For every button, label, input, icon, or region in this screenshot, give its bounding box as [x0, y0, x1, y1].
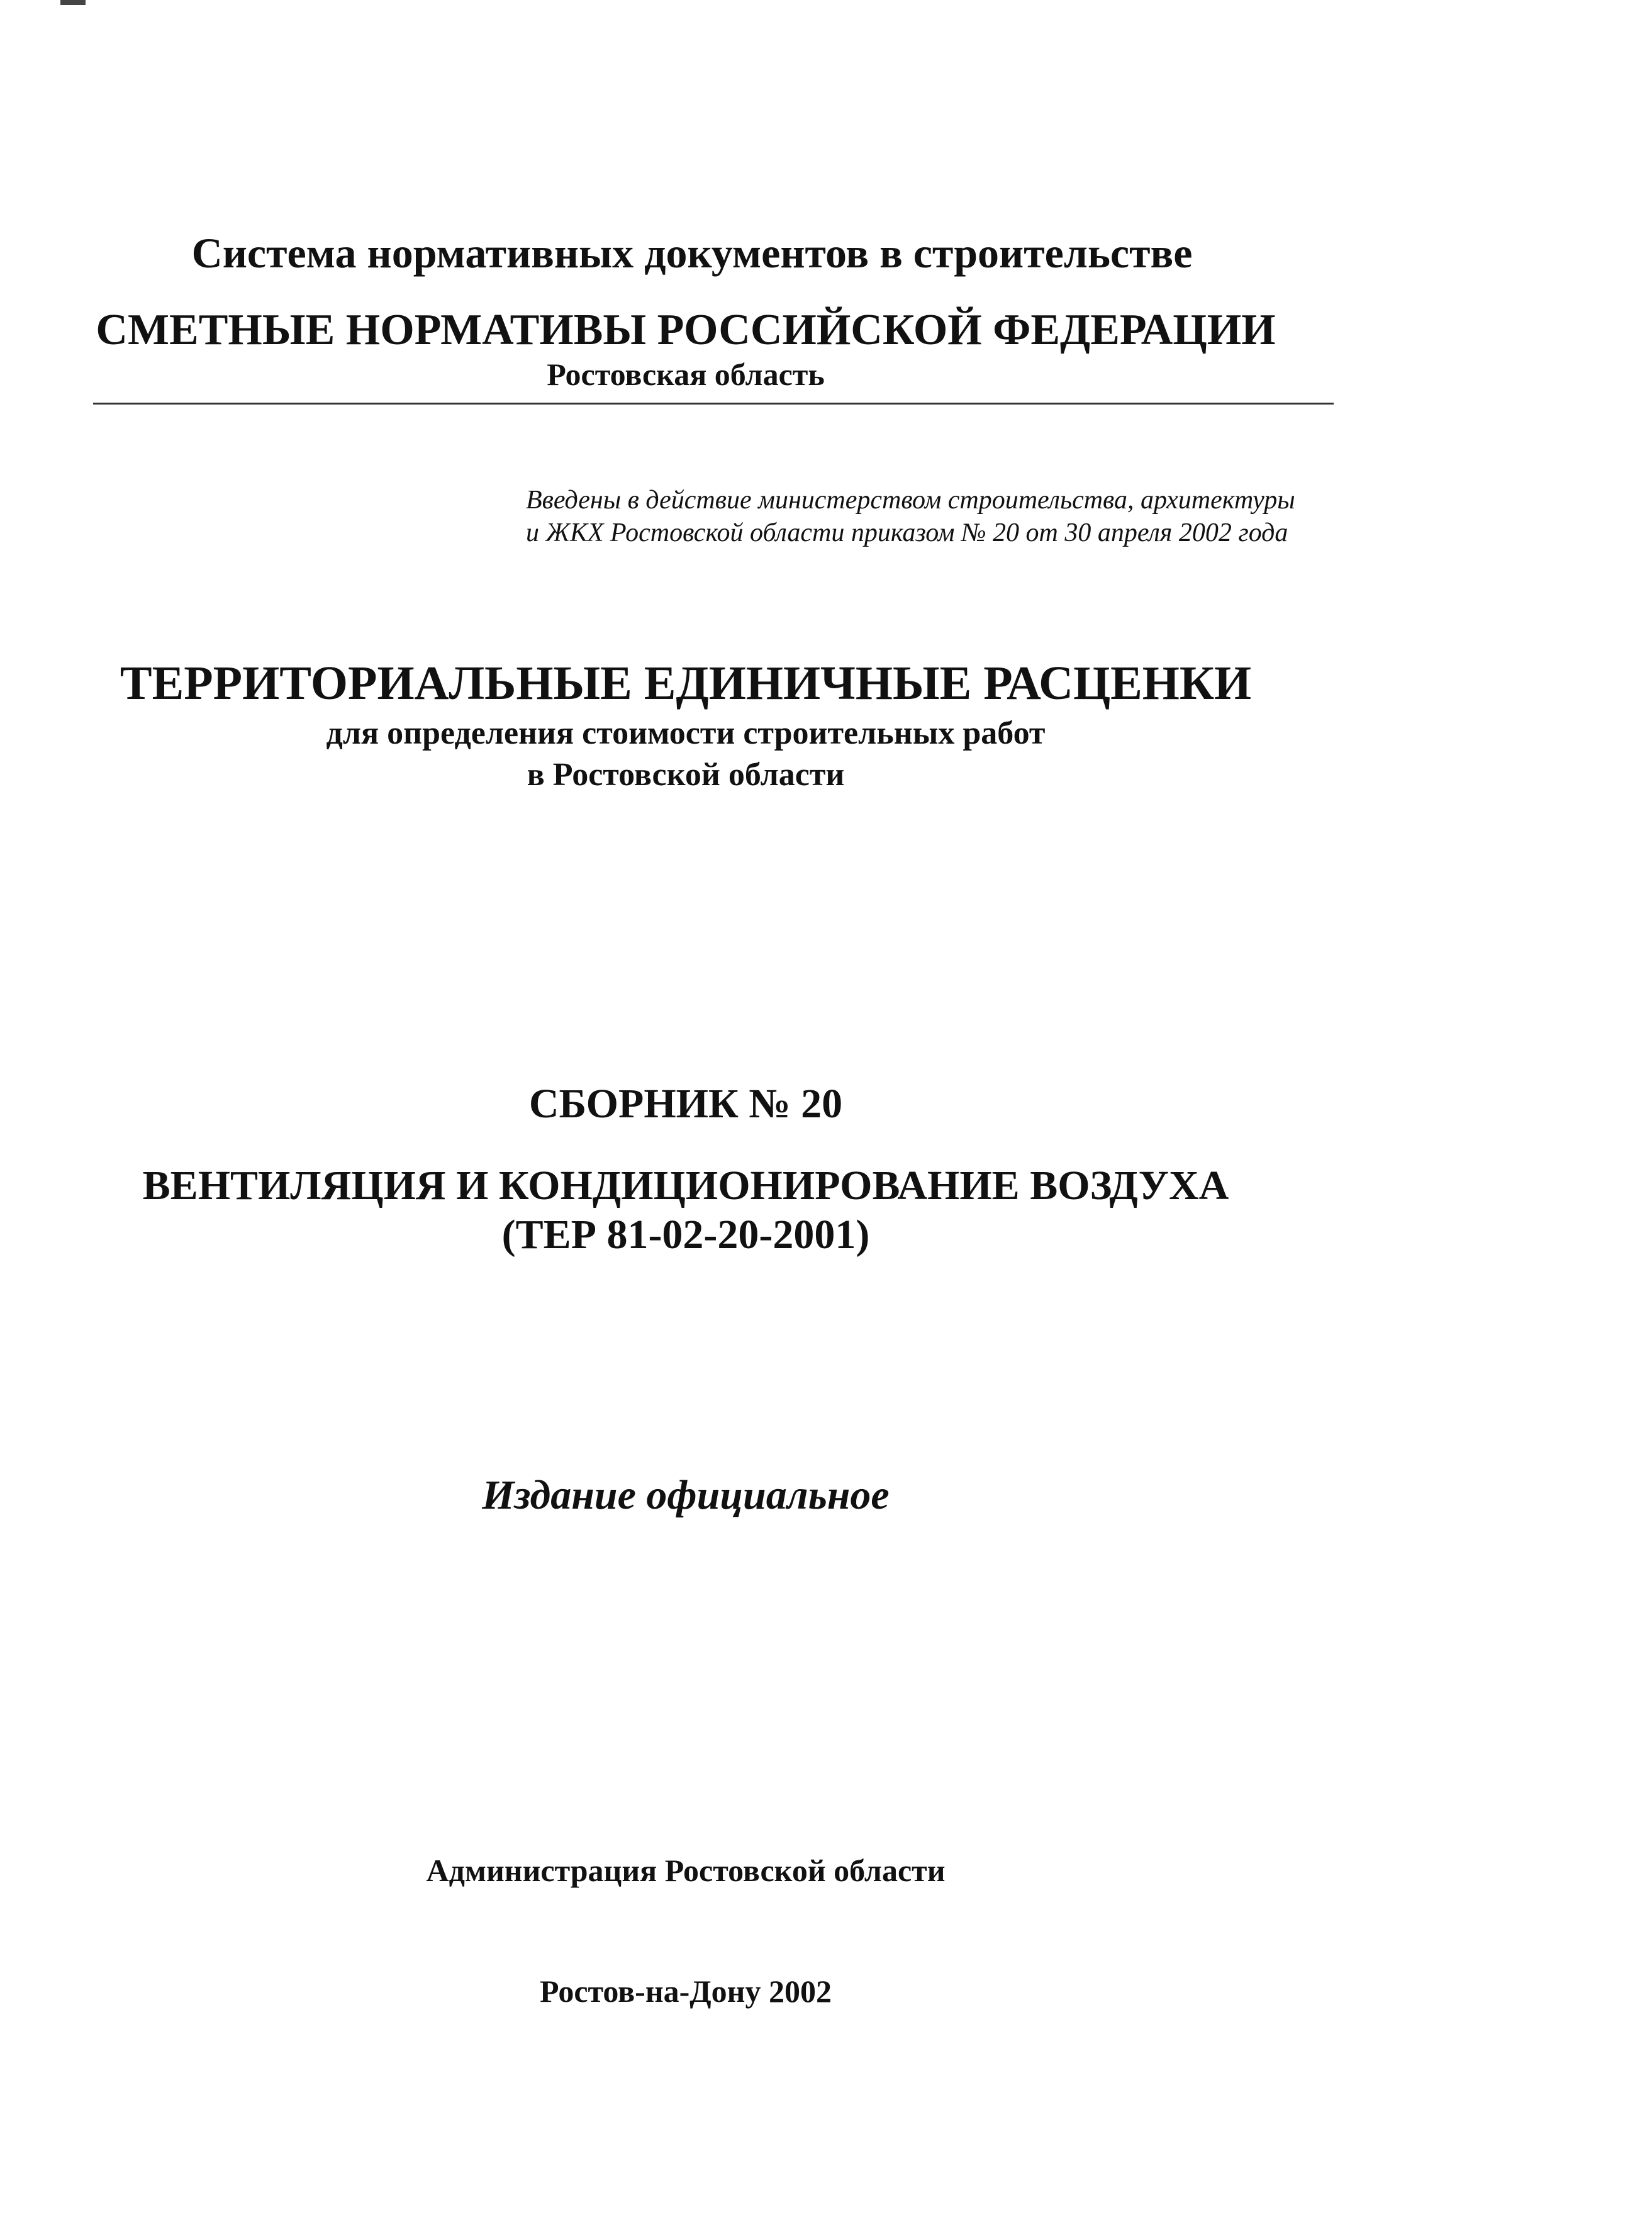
norms-title: СМЕТНЫЕ НОРМАТИВЫ РОССИЙСКОЙ ФЕДЕРАЦИИ — [96, 306, 1276, 354]
region-subtitle: Ростовская область — [547, 357, 825, 392]
scan-artifact-mark — [60, 0, 86, 5]
main-subtitle-1: для определения стоимости строительных работ — [326, 715, 1046, 751]
edition-label: Издание официальное — [482, 1472, 890, 1518]
enactment-note-line-1: Введены в действие министерством строительства, архитектуры — [526, 486, 1295, 515]
header-divider — [93, 403, 1334, 405]
collection-title: ВЕНТИЛЯЦИЯ И КОНДИЦИОНИРОВАНИЕ ВОЗДУХА — [142, 1163, 1229, 1209]
publisher: Администрация Ростовской области — [426, 1853, 946, 1888]
series-title: Система нормативных документов в строительстве — [191, 229, 1193, 277]
main-title: ТЕРРИТОРИАЛЬНЫЕ ЕДИНИЧНЫЕ РАСЦЕНКИ — [120, 657, 1252, 710]
enactment-note-line-2: и ЖКХ Ростовской области приказом № 20 от 30 апреля 2002 года — [526, 518, 1288, 547]
place-and-year: Ростов-на-Дону 2002 — [540, 1974, 832, 2009]
collection-code: (ТЕР 81-02-20-2001) — [501, 1212, 870, 1258]
collection-number: СБОРНИК № 20 — [528, 1081, 843, 1127]
main-subtitle-2: в Ростовской области — [527, 757, 845, 793]
